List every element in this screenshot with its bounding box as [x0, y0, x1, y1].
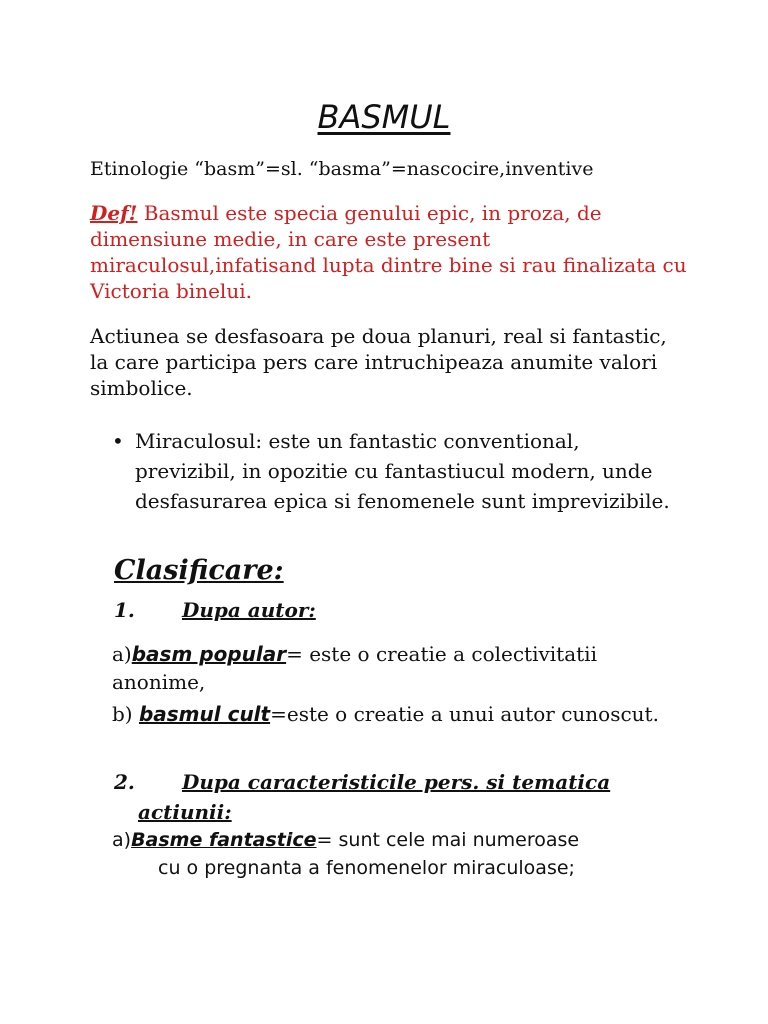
section-2-title-line1: Dupa caracteristicile pers. si tematica [182, 770, 611, 794]
section-2-heading [114, 767, 674, 827]
bullet-item [112, 426, 672, 516]
section-1-item-a [112, 640, 692, 696]
s2-item-a-text-line2: cu o pregnanta a fenomenelor miraculoase; [158, 857, 575, 879]
action-paragraph: Actiunea se desfasoara pe doua planuri, real si fantastic, la care participa pers care intruchipeaza anumite valori simbolice. [90, 324, 667, 400]
s2-item-a-prefix: a) [112, 829, 132, 851]
definition-paragraph [90, 200, 690, 304]
bullet-text: Miraculosul: este un fantastic conventional, previzibil, in opozitie cu fantastiucul modern, unde desfasurarea epica si fenomenele sunt imprevizibile. [135, 429, 670, 513]
item-a-prefix: a) [112, 642, 132, 666]
definition-label: Def! [90, 201, 138, 225]
item-a-text: = este o creatie a colectivitatii anonime, [112, 642, 597, 694]
item-b-prefix: b) [112, 702, 139, 726]
document-title: BASMUL [317, 98, 451, 136]
bullet-marker: • [112, 429, 124, 453]
item-b-term: basmul cult [138, 702, 271, 726]
section-1-number: 1. [114, 598, 135, 622]
definition-text: Basmul este specia genului epic, in proza, de dimensiune medie, in care este present miraculosul,infatisand lupta dintre bine si rau finalizata cu Victoria binelui. [90, 201, 687, 303]
section-1-title: Dupa autor: [182, 598, 316, 622]
etymology-paragraph: Etinologie “basm”=sl. “basma”=nascocire,inventive [90, 158, 594, 180]
section-2-title-line2: actiunii: [138, 800, 232, 824]
s2-item-a-term: Basme fantastice [131, 829, 317, 851]
item-b-text: =este o creatie a unui autor cunoscut. [270, 702, 659, 726]
section-1-item-b [112, 700, 692, 728]
section-2-item-a [112, 826, 692, 882]
section-1-heading [114, 598, 316, 622]
item-a-term: basm popular [131, 642, 287, 666]
s2-item-a-text-line1: = sunt cele mai numeroase [316, 829, 580, 851]
classification-heading: Clasificare: [114, 555, 284, 586]
section-2-number: 2. [114, 770, 135, 794]
